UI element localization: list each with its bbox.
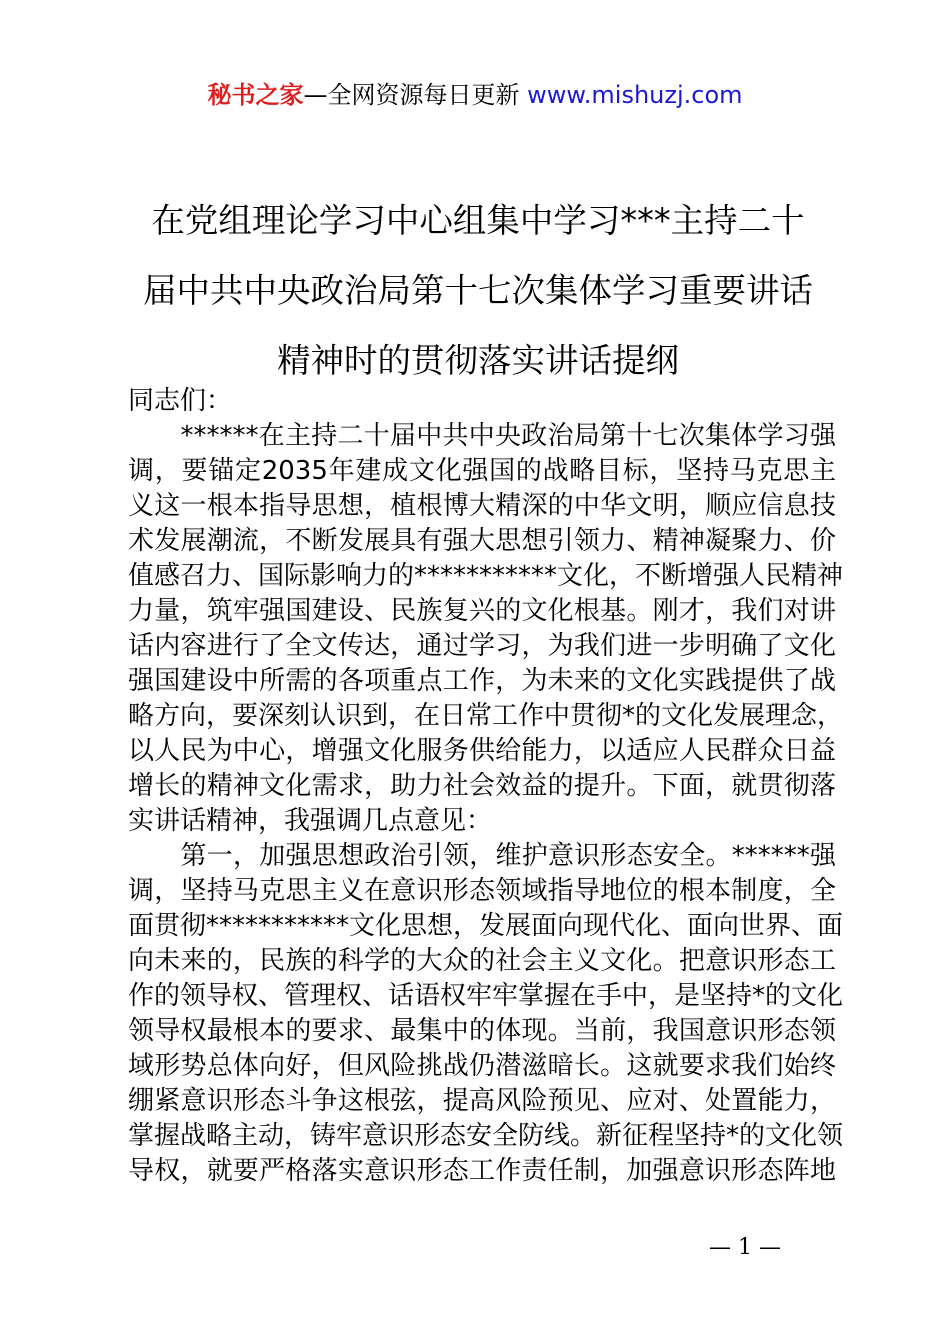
body-line: 面贯彻***********文化思想，发展面向现代化、面向世界、面 bbox=[128, 911, 844, 941]
site-header bbox=[0, 78, 950, 112]
page-number: — 1 — bbox=[709, 1235, 781, 1260]
body-line: 术发展潮流，不断发展具有强大思想引领力、精神凝聚力、价 bbox=[128, 526, 836, 556]
body-line: 调，要锚定2035年建成文化强国的战略目标，坚持马克思主 bbox=[128, 456, 836, 486]
body-line: ******在主持二十届中共中央政治局第十七次集体学习强 bbox=[128, 421, 836, 451]
body-line: 义这一根本指导思想，植根博大精深的中华文明，顺应信息技 bbox=[128, 491, 836, 521]
title-line: 届中共中央政治局第十七次集体学习重要讲话 bbox=[143, 271, 813, 310]
document-title bbox=[122, 186, 834, 396]
body-line: 第一，加强思想政治引领，维护意识形态安全。******强 bbox=[128, 841, 836, 871]
body-line: 绷紧意识形态斗争这根弦，提高风险预见、应对、处置能力， bbox=[128, 1086, 836, 1116]
body-line: 略方向，要深刻认识到，在日常工作中贯彻*的文化发展理念， bbox=[128, 701, 844, 731]
body-line: 向未来的，民族的科学的大众的社会主义文化。把意识形态工 bbox=[128, 946, 836, 976]
header-dash: — bbox=[303, 81, 328, 109]
site-url-link[interactable]: www.mishuzj.com bbox=[527, 81, 743, 109]
body-line: 调，坚持马克思主义在意识形态领域指导地位的根本制度，全 bbox=[128, 876, 836, 906]
body-line: 实讲话精神，我强调几点意见： bbox=[128, 806, 493, 836]
brand-name: 秘书之家 bbox=[207, 81, 304, 109]
body-line: 作的领导权、管理权、话语权牢牢掌握在手中，是坚持*的文化 bbox=[128, 981, 844, 1011]
body-line: 增长的精神文化需求，助力社会效益的提升。下面，就贯彻落 bbox=[128, 771, 836, 801]
body-line: 领导权最根本的要求、最集中的体现。当前，我国意识形态领 bbox=[128, 1016, 836, 1046]
body-line: 话内容进行了全文传达，通过学习，为我们进一步明确了文化 bbox=[128, 631, 836, 661]
body-line: 导权，就要严格落实意识形态工作责任制，加强意识形态阵地 bbox=[128, 1156, 836, 1186]
body-line: 力量，筑牢强国建设、民族复兴的文化根基。刚才，我们对讲 bbox=[128, 596, 836, 626]
body-line: 强国建设中所需的各项重点工作，为未来的文化实践提供了战 bbox=[128, 666, 836, 696]
salutation: 同志们： bbox=[128, 386, 233, 416]
body-line: 以人民为中心，增强文化服务供给能力，以适应人民群众日益 bbox=[128, 736, 836, 766]
body-line: 值感召力、国际影响力的***********文化，不断增强人民精神 bbox=[128, 561, 844, 591]
body-line: 域形势总体向好，但风险挑战仍潜滋暗长。这就要求我们始终 bbox=[128, 1051, 836, 1081]
body-line: 掌握战略主动，铸牢意识形态安全防线。新征程坚持*的文化领 bbox=[128, 1121, 844, 1151]
header-tagline: 全网资源每日更新 bbox=[327, 81, 520, 109]
title-line: 精神时的贯彻落实讲话提纲 bbox=[277, 341, 679, 380]
title-line: 在党组理论学习中心组集中学习***主持二十 bbox=[151, 201, 805, 240]
document-body bbox=[128, 384, 844, 1189]
